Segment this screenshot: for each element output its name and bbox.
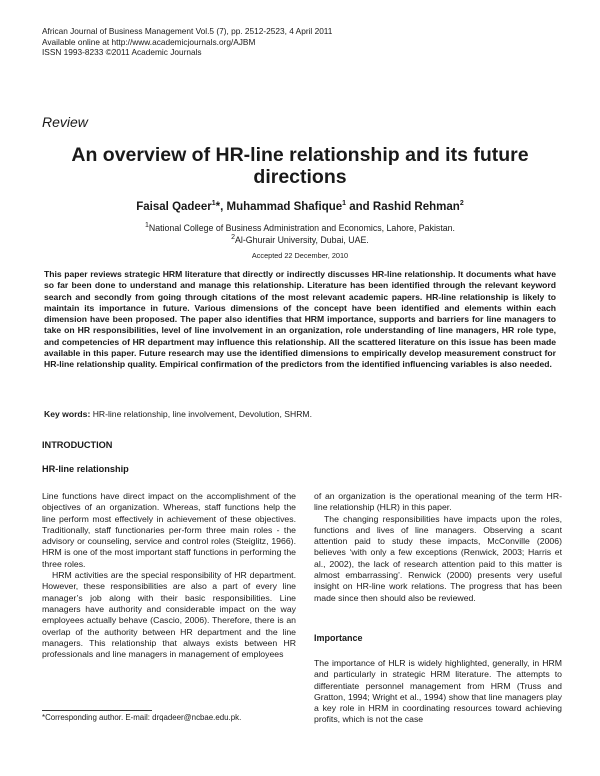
body-left-column <box>42 491 296 660</box>
accepted-date: Accepted 22 December, 2010 <box>251 251 349 260</box>
author-affiliation-mark: 1 <box>342 200 347 208</box>
affiliations <box>40 222 560 246</box>
keywords-label: Key words: <box>44 409 91 419</box>
importance-column <box>314 658 562 726</box>
journal-url: Available online at http://www.academicjournals.org/AJBM <box>42 36 256 47</box>
affiliation: $^2$Al-Ghurair University, Dubai, UAE. <box>231 234 369 245</box>
affiliation: $^1$National College of Business Administration and Economics, Lahore, Pakistan. <box>144 222 455 233</box>
heading-hr-line: HR-line relationship <box>42 464 129 474</box>
heading-importance: Importance <box>314 633 363 643</box>
journal-header <box>42 26 332 58</box>
paragraph: Line functions have direct impact on the accomplishment of the objectives of an organization. Whereas, staff functions help the line perform most effectively in achievement of these objectives. Traditionally, staff functionaries per-form three main roles - the advisory or counseling, service and control roles (Steiglitz, 1966). HRM is one of the most important staff functions in performing the three roles. <box>42 491 296 569</box>
author-list: Faisal Qadeer$^1$*, Muhammad Shafique$^1$ and Rashid Rehman$^2$ <box>136 200 464 213</box>
keywords-text: HR-line relationship, line involvement, Devolution, SHRM. <box>92 409 312 419</box>
author-affiliation-mark: 2 <box>459 200 464 208</box>
author-affiliation-mark: 1 <box>211 200 216 208</box>
journal-citation: African Journal of Business Management Vol.5 (7), pp. 2512-2523, 4 April 2011 <box>42 26 333 36</box>
section-label: Review <box>42 114 88 130</box>
paragraph: of an organization is the operational meaning of the term HR-line relationship (HLR) in this paper. <box>314 491 562 513</box>
body-right-column <box>314 491 562 604</box>
heading-introduction: INTRODUCTION <box>42 440 113 450</box>
author-name: Faisal Qadeer <box>136 201 212 213</box>
paragraph: HRM activities are the special responsibility of HR department. However, these responsibilities are also a part of every line manager’s job along with their basic responsibilities. Line managers have authority and considerable impact on the way employees actually behave (Cascio, 2006). Therefore, there is an overlap of the authority between HR department and the line managers. This relationship that always exists between HR professionals and line managers in management of employees <box>42 570 296 660</box>
author-name: Muhammad Shafique <box>226 201 343 213</box>
keywords <box>44 409 312 419</box>
footnote: *Corresponding author. E-mail: drqadeer@ncbae.edu.pk. <box>42 713 242 722</box>
corresponding-mark: * <box>215 201 221 213</box>
paper-title: An overview of HR-line relationship and its future directions <box>71 144 529 188</box>
journal-issn: ISSN 1993-8233 ©2011 Academic Journals <box>42 47 202 58</box>
paragraph: The importance of HLR is widely highlighted, generally, in HRM and particularly in strategic HRM literature. The attempts to differentiate personnel management from HRM (Truss and Gratton, 1994; Wright et al., 1994) show that line managers play a key role in HRM in coordinating resources toward achieving profits, which is not the case <box>314 658 562 725</box>
author-name: and Rashid Rehman <box>349 201 460 213</box>
footnote-rule <box>42 710 152 711</box>
abstract: This paper reviews strategic HRM literature that directly or indirectly discusses HR-line relationship. It documents what have so far been done to understand and manage this relationship. Literature has been identified through the relevant keyword search and secondly from going through citations of the most relevant academic papers. HR-line relationship is likely to maintain its importance in future. Various dimensions of the concept have been identified and elements within each dimension have been proposed. The paper also identifies that HRM importance, supports and barriers for line managers to take on HR responsibilities, level of line involvement in an organization, role understanding of line managers, HR role type, and competencies of HR department may influence this relationship. All the scattered literature on this issue has been made available in this paper. Future research may use the identified dimensions to empirically develop measurement construct for HR-line relationship quality. Empirical confirmation of the predictors from the identified influencing variables is also needed. <box>44 269 556 370</box>
paragraph: The changing responsibilities have impacts upon the roles, functions and lives of line managers. Observing a scant attention paid to study these impacts, McConville (2006) believes ‘with only a few exceptions (Renwick, 2003; Harris et al., 2002), the lack of research attention paid to this matter is almost embarrassing’. Renwick (2000) presents very useful insight on HR-line work relations. The progress that has been made since then should also be reviewed. <box>314 513 562 603</box>
